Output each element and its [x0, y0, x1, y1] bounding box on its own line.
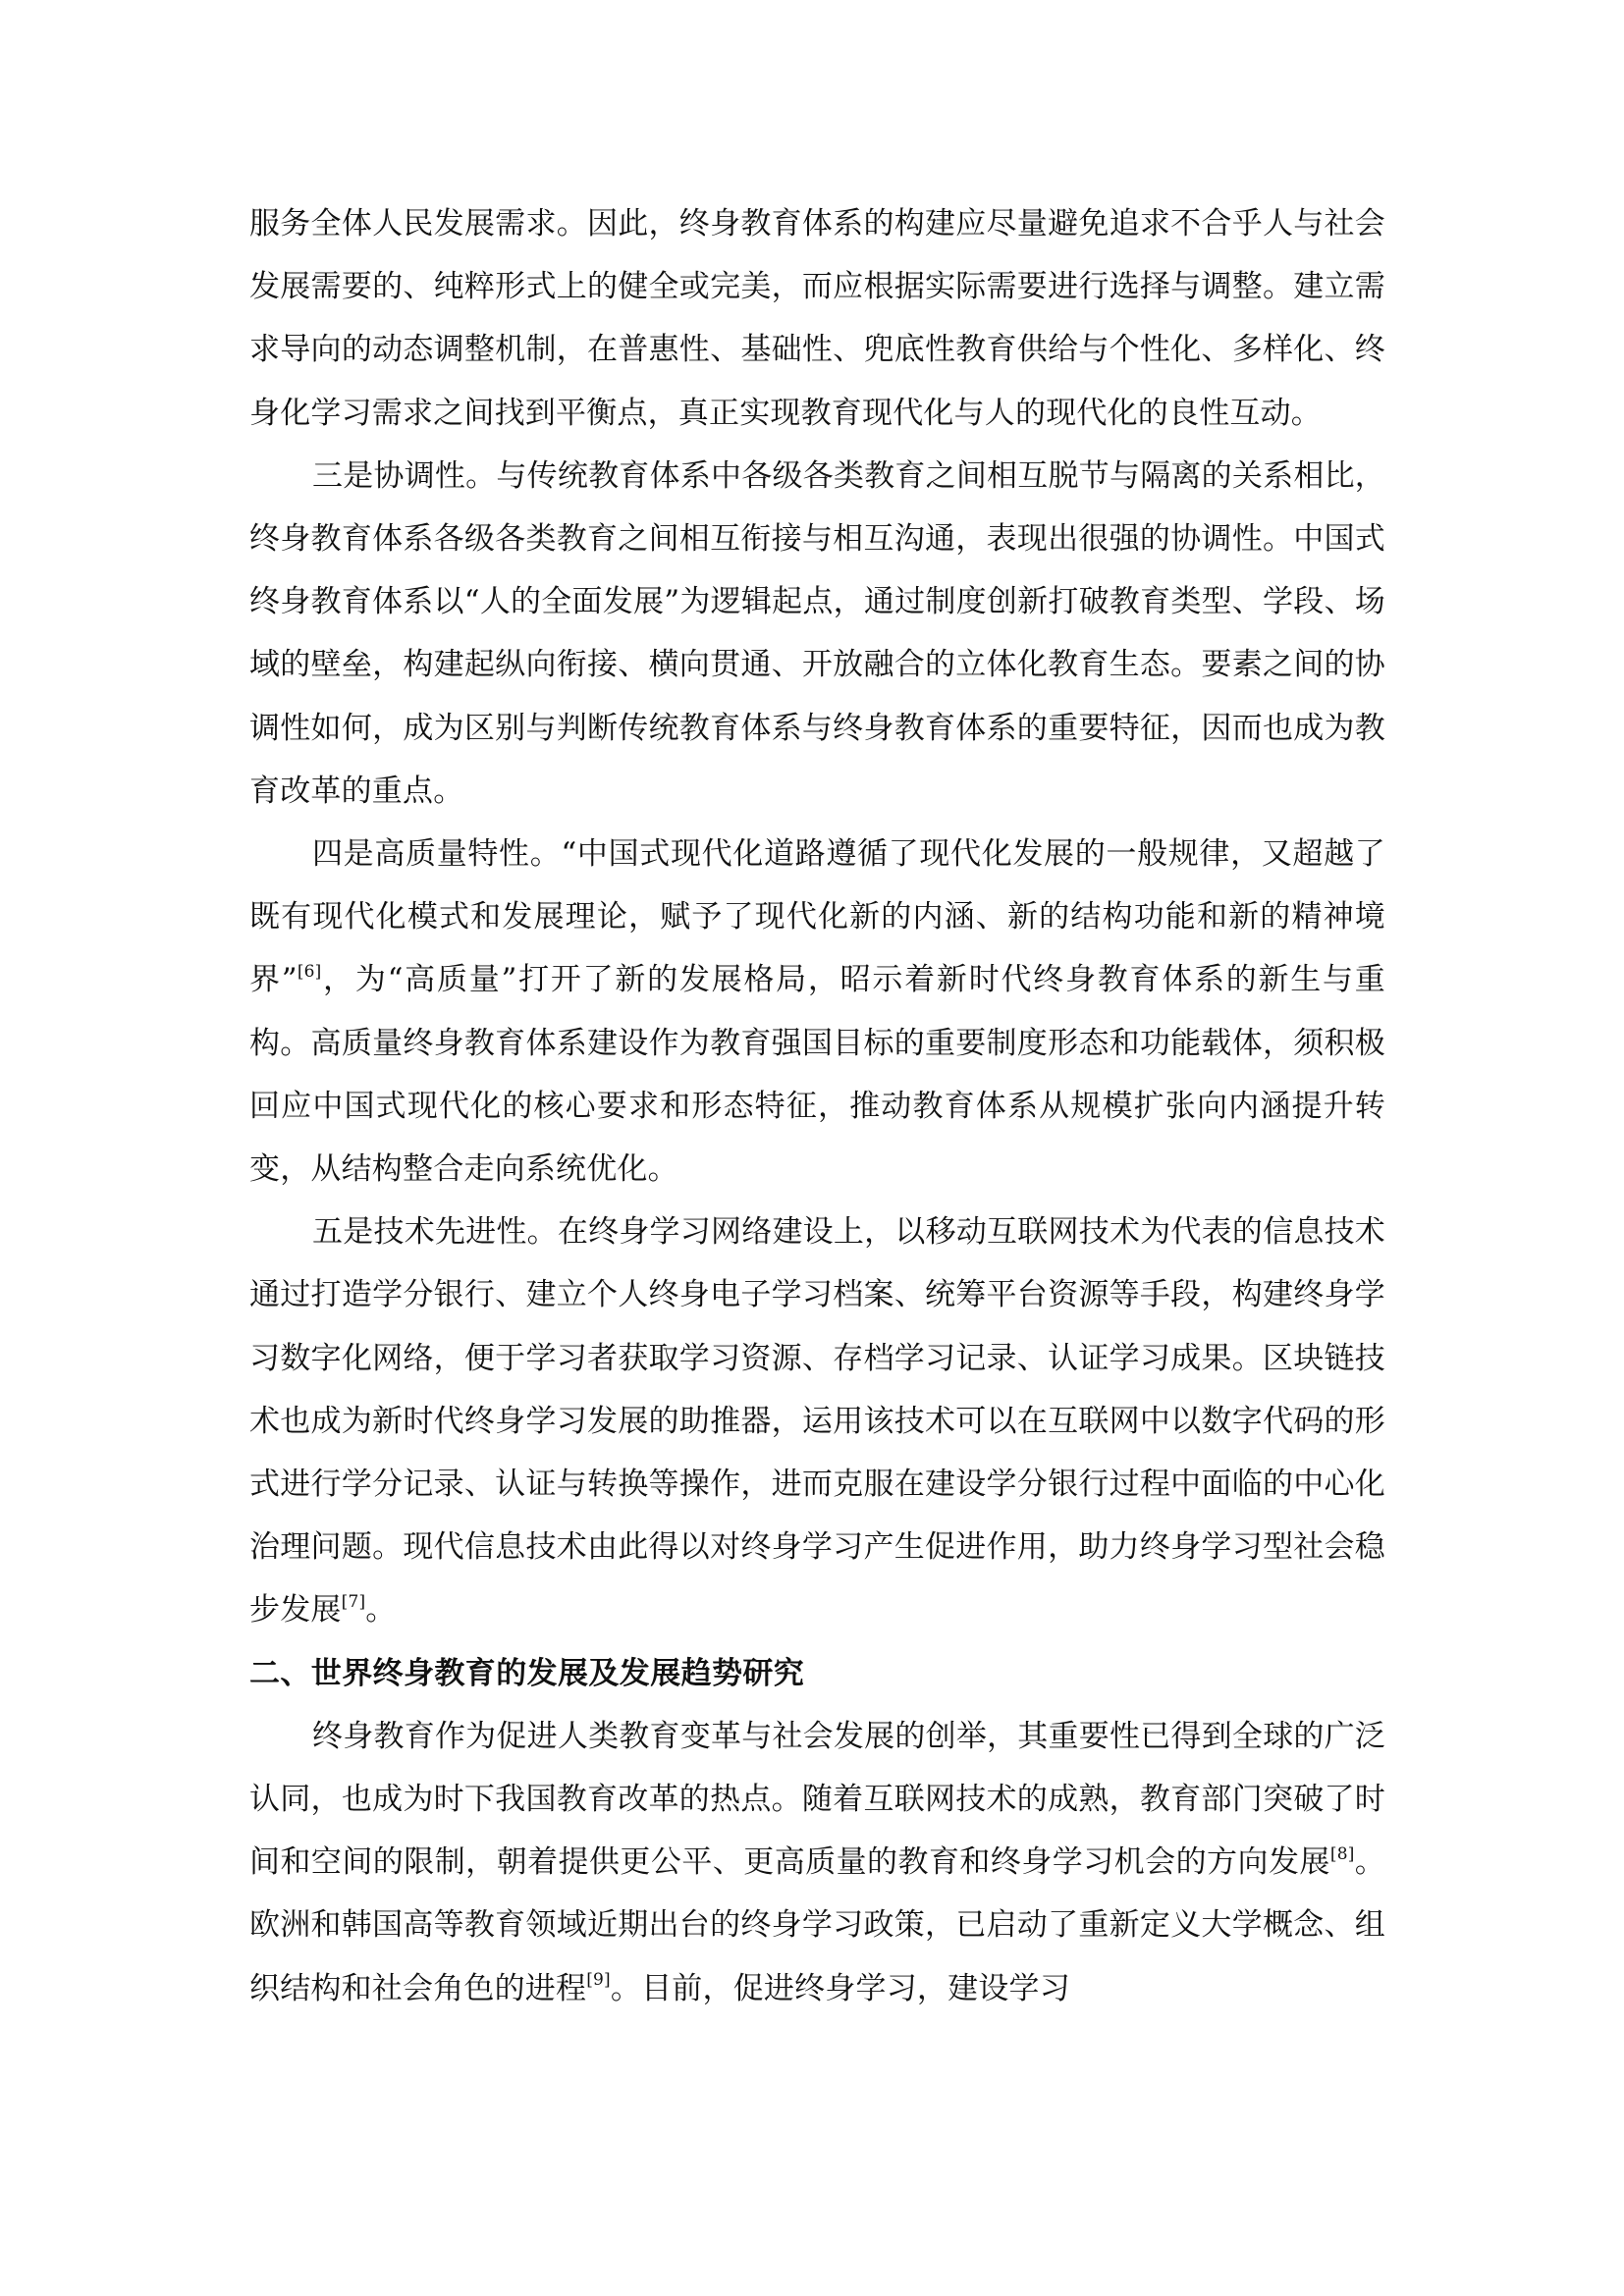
citation-ref: [9] — [586, 1970, 611, 1991]
paragraph-technology — [249, 1201, 1385, 1641]
paragraph-text: 。欧洲和韩国高等教育领域近期出台的终身学习政策，已启动了重新定义大学概念、组织结构和社会角色的进程 — [249, 1844, 1385, 2006]
paragraph-text: 服务全体人民发展需求。因此，终身教育体系的构建应尽量避免追求不合乎人与社会发展需要的、纯粹形式上的健全或完美，而应根据实际需要进行选择与调整。建立需求导向的动态调整机制，在普惠性、基础性、兜底性教育供给与个性化、多样化、终身化学习需求之间找到平衡点，真正实现教育现代化与人的现代化的良性互动。 — [249, 206, 1385, 431]
paragraph-continued — [249, 192, 1385, 445]
section-heading — [249, 1642, 1385, 1705]
paragraph-coordination — [249, 445, 1385, 823]
paragraph-text: ，为“高质量”打开了新的发展格局，昭示着新时代终身教育体系的新生与重构。高质量终身教育体系建设作为教育强国目标的重要制度形态和功能载体，须积极回应中国式现代化的核心要求和形态特征，推动教育体系从规模扩张向内涵提升转变，从结构整合走向系统优化。 — [249, 962, 1385, 1188]
paragraph-text: 三是协调性。与传统教育体系中各级各类教育之间相互脱节与隔离的关系相比，终身教育体系各级各类教育之间相互衔接与相互沟通，表现出很强的协调性。中国式终身教育体系以“人的全面发展”为逻辑起点，通过制度创新打破教育类型、学段、场域的壁垒，构建起纵向衔接、横向贯通、开放融合的立体化教育生态。要素之间的协调性如何，成为区别与判断传统教育体系与终身教育体系的重要特征，因而也成为教育改革的重点。 — [249, 457, 1385, 809]
paragraph-text: 终身教育作为促进人类教育变革与社会发展的创举，其重要性已得到全球的广泛认同，也成为时下我国教育改革的热点。随着互联网技术的成熟，教育部门突破了时间和空间的限制，朝着提供更公平、更高质量的教育和终身学习机会的方向发展 — [249, 1718, 1385, 1881]
paragraph-world-development — [249, 1705, 1385, 2020]
citation-ref: [6] — [297, 962, 322, 983]
citation-ref: [8] — [1329, 1843, 1355, 1864]
citation-ref: [7] — [341, 1592, 366, 1613]
paragraph-high-quality — [249, 823, 1385, 1201]
paragraph-text: 。 — [365, 1592, 397, 1629]
paragraph-text: 五是技术先进性。在终身学习网络建设上，以移动互联网技术为代表的信息技术通过打造学分银行、建立个人终身电子学习档案、统筹平台资源等手段，构建终身学习数字化网络，便于学习者获取学习资源、存档学习记录、认证学习成果。区块链技术也成为新时代终身学习发展的助推器，运用该技术可以在互联网中以数字代码的形式进行学分记录、认证与转换等操作，进而克服在建设学分银行过程中面临的中心化治理问题。现代信息技术由此得以对终身学习产生促进作用，助力终身学习型社会稳步发展 — [249, 1214, 1385, 1629]
section-heading-text: 二、世界终身教育的发展及发展趋势研究 — [249, 1655, 805, 1691]
paragraph-text: 四是高质量特性。“中国式现代化道路遵循了现代化发展的一般规律，又超越了既有现代化模式和发展理论，赋予了现代化新的内涵、新的结构功能和新的精神境界” — [249, 836, 1385, 998]
paragraph-text: 。目前，促进终身学习，建设学习 — [610, 1970, 1070, 2006]
page-content — [249, 192, 1385, 2020]
